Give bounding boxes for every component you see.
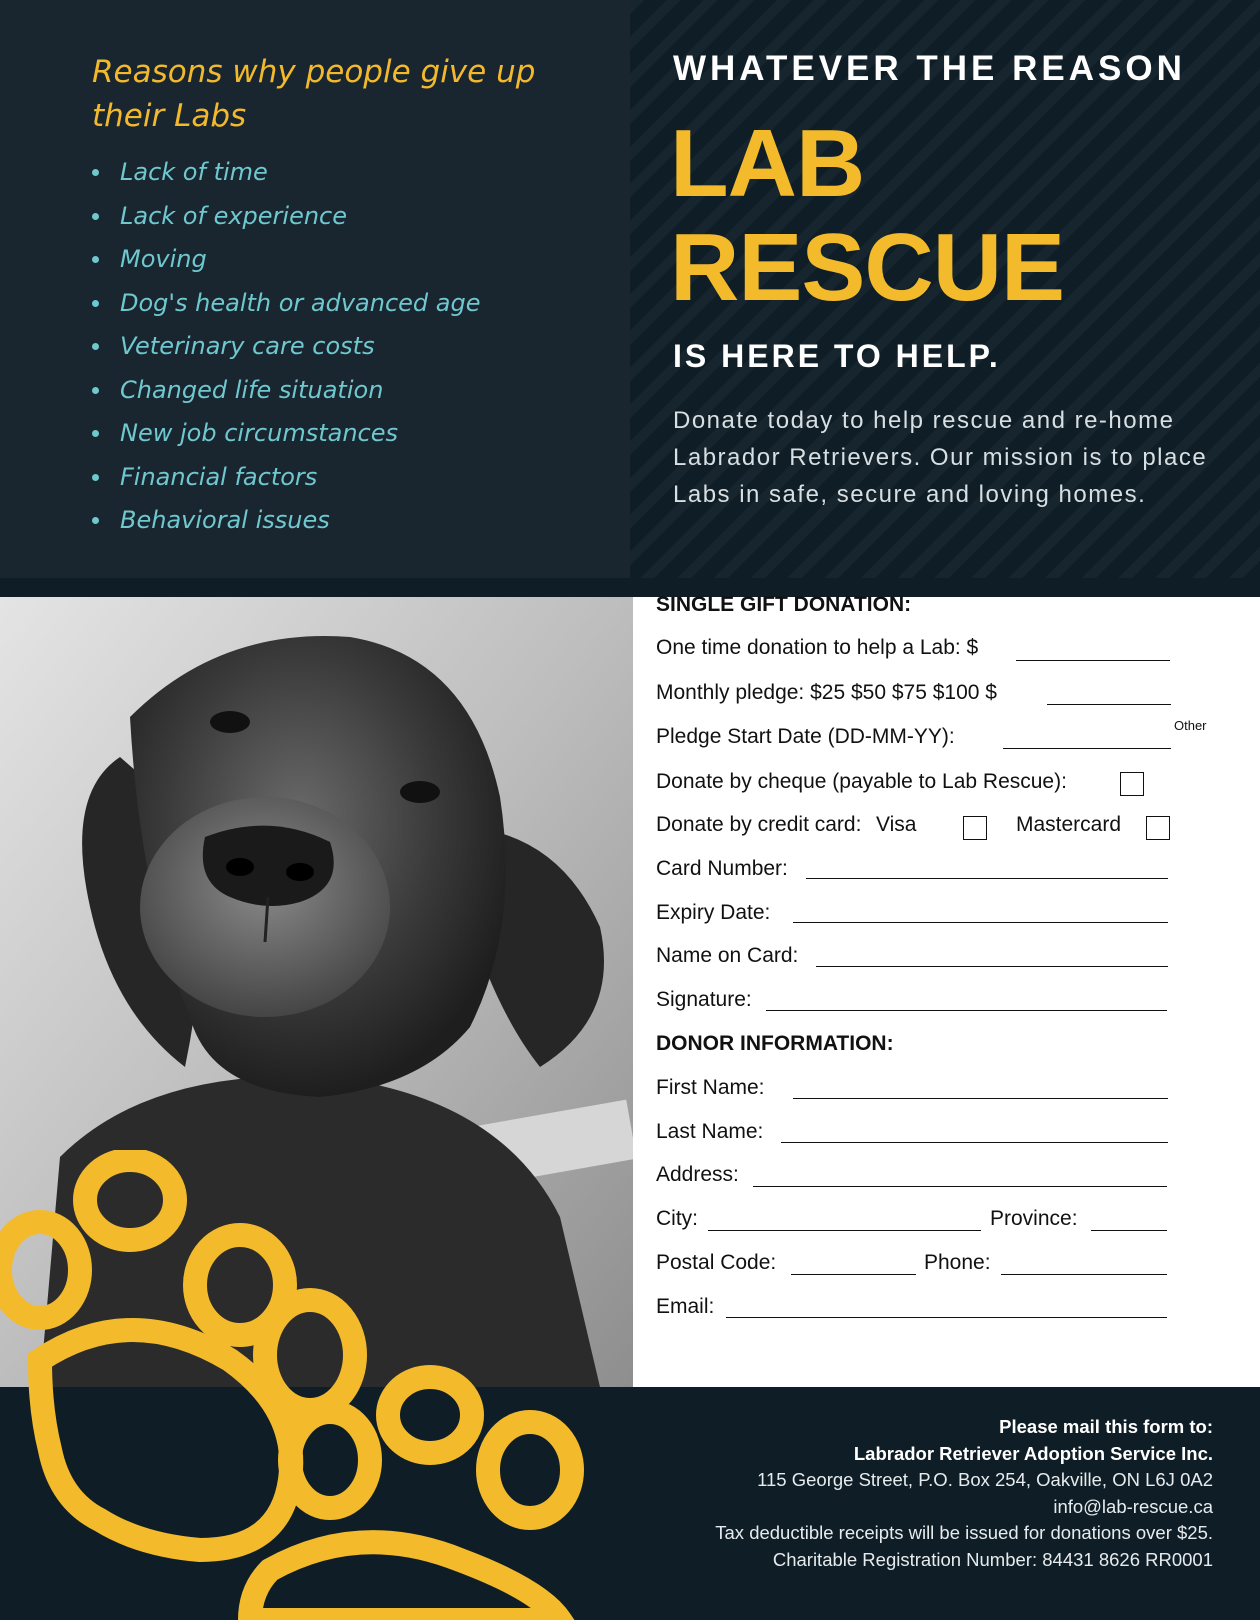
hero-tagline: IS HERE TO HELP. bbox=[673, 338, 1001, 374]
phone-field[interactable] bbox=[1001, 1274, 1167, 1275]
mail-to-label: Please mail this form to: bbox=[999, 1416, 1213, 1437]
reasons-list bbox=[92, 155, 481, 547]
credit-card-label: Donate by credit card: bbox=[656, 813, 862, 836]
email-label: Email: bbox=[656, 1295, 715, 1318]
list-item: Behavioral issues bbox=[92, 503, 481, 547]
contact-email[interactable]: info@lab-rescue.ca bbox=[1053, 1495, 1213, 1517]
hero-body: Donate today to help rescue and re-home Labrador Retrievers. Our mission is to place Labs in safe, secure and loving homes. bbox=[673, 407, 1208, 508]
city-field[interactable] bbox=[708, 1230, 981, 1231]
org-name: Labrador Retriever Adoption Service Inc. bbox=[853, 1442, 1213, 1464]
first-name-field[interactable] bbox=[793, 1098, 1168, 1099]
list-item: New job circumstances bbox=[92, 416, 481, 460]
cheque-label: Donate by cheque (payable to Lab Rescue): bbox=[656, 770, 1067, 793]
visa-checkbox[interactable] bbox=[963, 816, 987, 840]
mailing-address: 115 George Street, P.O. Box 254, Oakville, ON L6J 0A2 bbox=[757, 1469, 1213, 1490]
monthly-other-amount-field[interactable] bbox=[1047, 704, 1171, 705]
single-gift-heading: SINGLE GIFT DONATION: bbox=[656, 593, 912, 616]
start-date-field[interactable] bbox=[1003, 748, 1171, 749]
bullet-icon bbox=[92, 517, 99, 524]
hero-title-line2: RESCUE bbox=[670, 214, 1065, 321]
list-item: Lack of experience bbox=[92, 199, 481, 243]
phone-label: Phone: bbox=[924, 1251, 991, 1274]
city-label: City: bbox=[656, 1207, 698, 1230]
bullet-icon bbox=[92, 169, 99, 176]
bullet-icon bbox=[92, 387, 99, 394]
hero-kicker: WHATEVER THE REASON bbox=[673, 49, 1186, 88]
last-name-field[interactable] bbox=[781, 1142, 1168, 1143]
one-time-amount-field[interactable] bbox=[1016, 660, 1170, 661]
monthly-pledge-label: Monthly pledge: $25 $50 $75 $100 $ bbox=[656, 681, 997, 704]
one-time-label: One time donation to help a Lab: $ bbox=[656, 636, 979, 659]
province-label: Province: bbox=[990, 1207, 1078, 1230]
list-item: Dog's health or advanced age bbox=[92, 286, 481, 330]
paw-print-icon bbox=[0, 1150, 640, 1620]
bullet-icon bbox=[92, 343, 99, 350]
expiry-field[interactable] bbox=[793, 922, 1168, 923]
bullet-icon bbox=[92, 300, 99, 307]
card-number-field[interactable] bbox=[806, 878, 1168, 879]
name-on-card-label: Name on Card: bbox=[656, 944, 799, 967]
signature-field[interactable] bbox=[766, 1010, 1167, 1011]
list-item: Lack of time bbox=[92, 155, 481, 199]
mastercard-label: Mastercard bbox=[1016, 813, 1122, 836]
signature-label: Signature: bbox=[656, 988, 752, 1011]
reasons-panel bbox=[0, 0, 630, 578]
postal-code-label: Postal Code: bbox=[656, 1251, 777, 1274]
bullet-icon bbox=[92, 213, 99, 220]
hero-title bbox=[670, 112, 1064, 320]
tax-note: Tax deductible receipts will be issued for donations over $25. bbox=[715, 1522, 1213, 1543]
bullet-icon bbox=[92, 430, 99, 437]
reasons-title: Reasons why people give up their Labs bbox=[92, 54, 536, 134]
bullet-icon bbox=[92, 474, 99, 481]
expiry-label: Expiry Date: bbox=[656, 901, 771, 924]
name-on-card-field[interactable] bbox=[816, 966, 1168, 967]
bullet-icon bbox=[92, 256, 99, 263]
list-item: Changed life situation bbox=[92, 373, 481, 417]
email-field[interactable] bbox=[726, 1317, 1167, 1318]
charity-number: Charitable Registration Number: 84431 8626 RR0001 bbox=[772, 1548, 1213, 1570]
address-field[interactable] bbox=[753, 1186, 1167, 1187]
province-field[interactable] bbox=[1091, 1230, 1167, 1231]
visa-label: Visa bbox=[876, 813, 917, 836]
list-item: Moving bbox=[92, 242, 481, 286]
list-item: Veterinary care costs bbox=[92, 329, 481, 373]
first-name-label: First Name: bbox=[656, 1076, 765, 1099]
mastercard-checkbox[interactable] bbox=[1146, 816, 1170, 840]
mailing-info bbox=[715, 1414, 1213, 1573]
start-date-label: Pledge Start Date (DD-MM-YY): bbox=[656, 725, 955, 748]
last-name-label: Last Name: bbox=[656, 1120, 764, 1143]
other-note: Other bbox=[1174, 718, 1207, 733]
hero-title-line1: LAB bbox=[670, 110, 865, 217]
card-number-label: Card Number: bbox=[656, 857, 788, 880]
donation-form bbox=[633, 593, 1260, 1387]
donor-info-heading: DONOR INFORMATION: bbox=[656, 1032, 894, 1055]
address-label: Address: bbox=[656, 1163, 739, 1186]
list-item: Financial factors bbox=[92, 460, 481, 504]
postal-code-field[interactable] bbox=[791, 1274, 916, 1275]
cheque-checkbox[interactable] bbox=[1120, 772, 1144, 796]
